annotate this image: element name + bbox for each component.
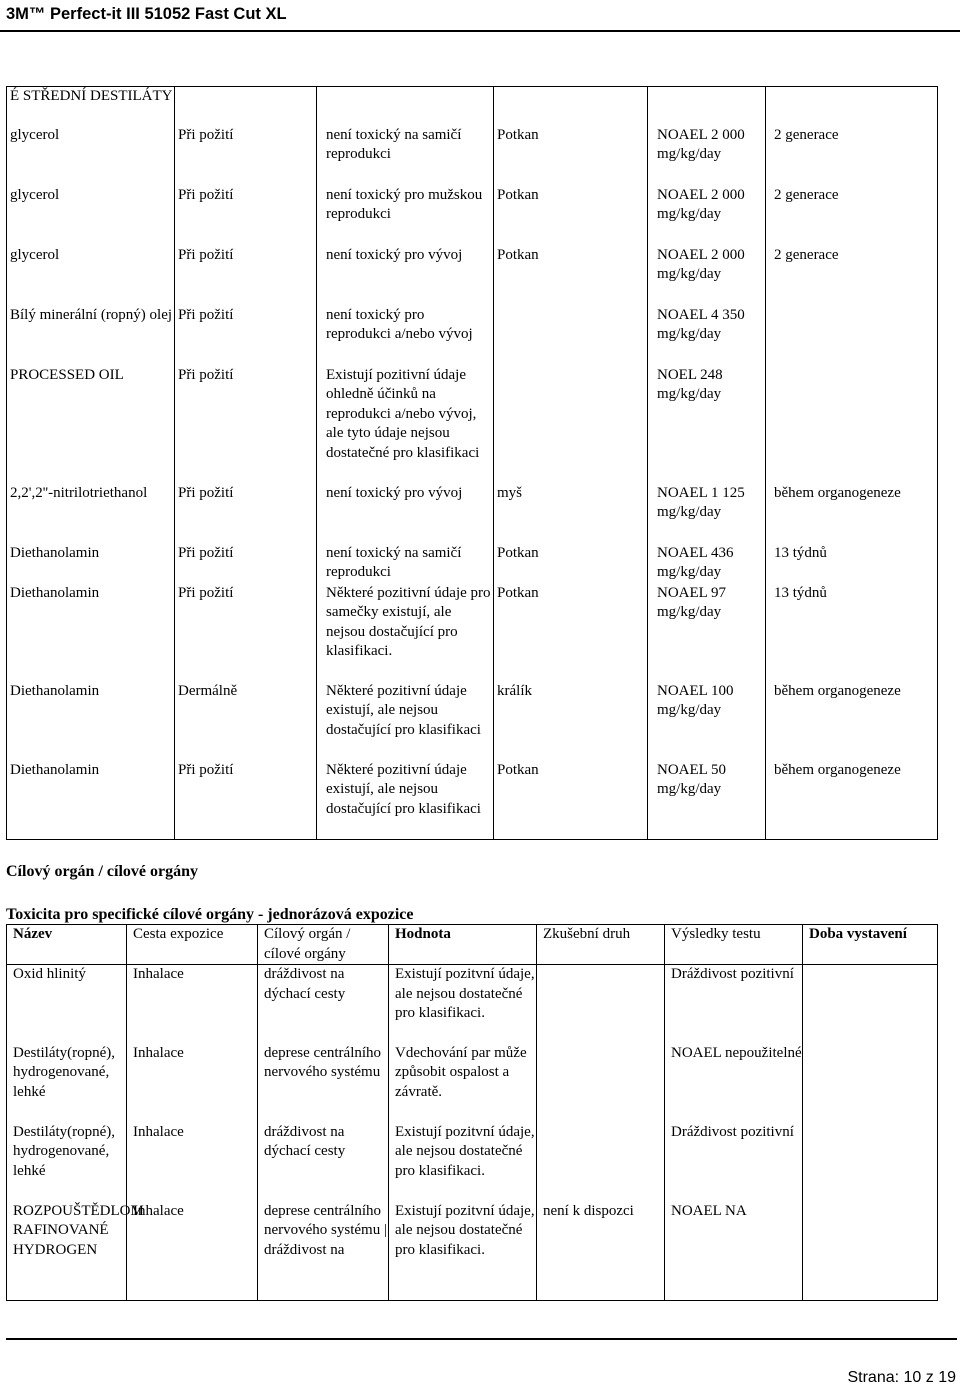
- table-row: Bílý minerální (ropný) olej Při požití není toxický pro reprodukci a/nebo vývoj NOAEL 4 350 mg/kg/day: [7, 306, 938, 366]
- document-header: [0, 0, 960, 32]
- table-row: Diethanolamin Při požití Některé pozitivní údaje pro samečky existují, ale nejsou dostačující pro klasifikaci. Potkan NOAEL 97 mg/kg/day 13 týdnů: [7, 584, 938, 682]
- table-row: ROZPOUŠTĚDLOM RAFINOVANÉ HYDROGEN Inhalace deprese centrálního nervového systému | dráždivost na Existují pozitvní údaje, ale nejsou dostatečné pro klasifikaci. není k dispozci NOAEL NA: [7, 1202, 938, 1301]
- page-number: Strana: 10 z 19: [847, 1369, 956, 1386]
- footer-rule: [6, 1338, 957, 1340]
- table-row: Diethanolamin Dermálně Některé pozitivní údaje existují, ale nejsou dostačující pro klasifikaci králík NOAEL 100 mg/kg/day během organogeneze: [7, 682, 938, 761]
- product-title: 3M™ Perfect-it III 51052 Fast Cut XL: [6, 5, 287, 23]
- table-row: glycerol Při požití není toxický pro mužskou reprodukci Potkan NOAEL 2 000 mg/kg/day 2 generace: [7, 186, 938, 246]
- table-row: Diethanolamin Při požití není toxický na samičí reprodukci Potkan NOAEL 436 mg/kg/day 13 týdnů: [7, 544, 938, 584]
- column-header: Cesta expozice: [127, 925, 258, 965]
- column-header: Výsledky testu: [665, 925, 803, 965]
- column-header: Cílový orgán / cílové orgány: [258, 925, 389, 965]
- column-header: Zkušební druh: [537, 925, 665, 965]
- table-header-row: [7, 925, 938, 965]
- table-row: Oxid hlinitý Inhalace dráždivost na dýchací cesty Existují pozitvní údaje, ale nejsou dostatečné pro klasifikaci. Dráždivost pozitivní: [7, 965, 938, 1044]
- table-row: glycerol Při požití není toxický na samičí reprodukci Potkan NOAEL 2 000 mg/kg/day 2 generace: [7, 126, 938, 186]
- column-header: Doba vystavení: [803, 925, 938, 965]
- table-row: PROCESSED OIL Při požití Existují pozitivní údaje ohledně účinků na reprodukci a/nebo vývoj, ale tyto údaje nejsou dostatečné pro klasifikaci NOEL 248 mg/kg/day: [7, 366, 938, 484]
- table-row: glycerol Při požití není toxický pro vývoj Potkan NOAEL 2 000 mg/kg/day 2 generace: [7, 246, 938, 306]
- table-row: 2,2',2''-nitrilotriethanol Při požití není toxický pro vývoj myš NOAEL 1 125 mg/kg/day během organogeneze: [7, 484, 938, 544]
- table-row: É STŘEDNÍ DESTILÁTY: [7, 87, 938, 126]
- table-row: Destiláty(ropné), hydrogenované, lehké Inhalace dráždivost na dýchací cesty Existují pozitvní údaje, ale nejsou dostatečné pro klasifikaci. Dráždivost pozitivní: [7, 1123, 938, 1202]
- target-organ-heading: Cílový orgán / cílové orgány: [6, 863, 198, 880]
- stot-single-exposure-heading: Toxicita pro specifické cílové orgány - jednorázová expozice: [6, 906, 414, 923]
- stot-single-exposure-table: [6, 924, 938, 1301]
- reproductive-toxicity-table: [6, 86, 938, 840]
- column-header: Hodnota: [389, 925, 537, 965]
- column-header: Název: [7, 925, 127, 965]
- table-row: Destiláty(ropné), hydrogenované, lehké Inhalace deprese centrálního nervového systému Vdechování par může způsobit ospalost a závratě. NOAEL nepoužitelné: [7, 1044, 938, 1123]
- table-row: Diethanolamin Při požití Některé pozitivní údaje existují, ale nejsou dostačující pro klasifikaci Potkan NOAEL 50 mg/kg/day během organogeneze: [7, 761, 938, 840]
